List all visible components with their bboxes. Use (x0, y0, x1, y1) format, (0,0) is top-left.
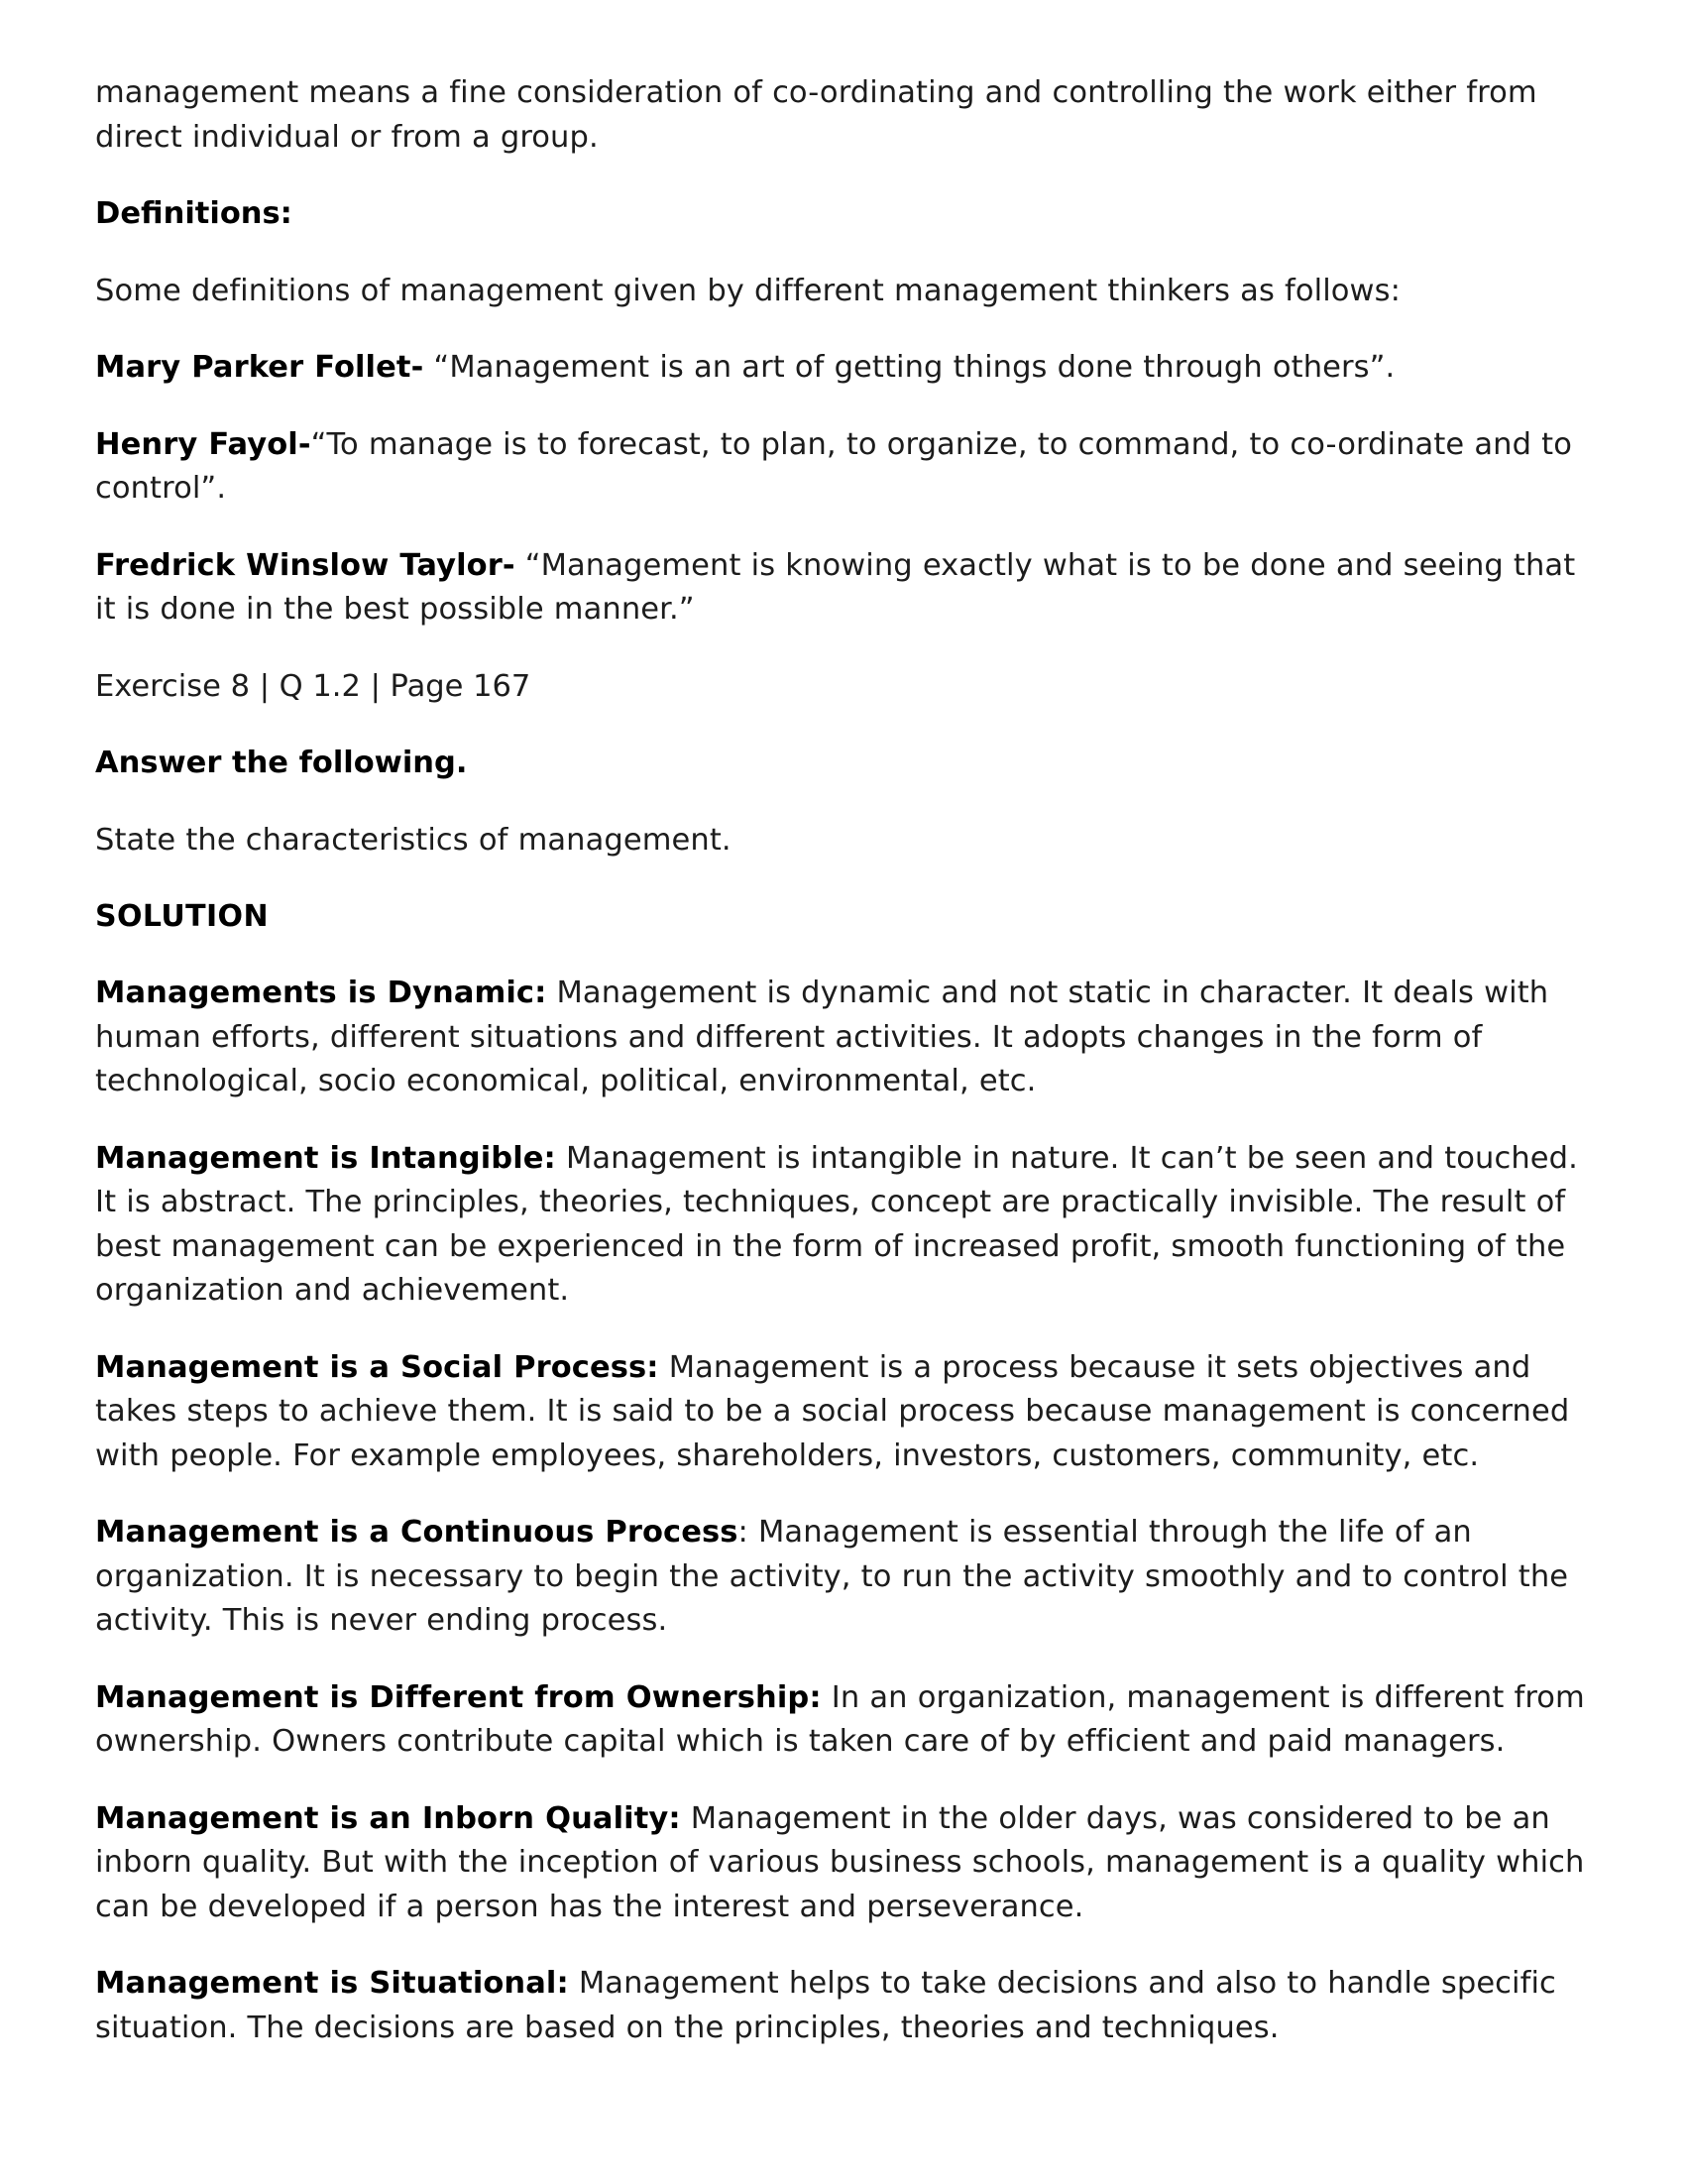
solution-point-body: Management is dynamic and not static in character. It deals with human efforts, different situations and different activities. It adopts changes in the form of technological, socio economical, political, environmental, etc. (95, 975, 1549, 1099)
document-content (95, 71, 1594, 2050)
solution-point-body: : Management is essential through the life of an organization. It is necessary to begin the activity, to run the activity smoothly and to control the activity. This is never ending process. (95, 1515, 1569, 1639)
definition-item (95, 423, 1594, 512)
definition-item (95, 346, 1594, 391)
definition-author: Henry Fayol- (95, 426, 311, 462)
solution-point-title: Management is Different from Ownership: (95, 1679, 822, 1715)
solution-point (95, 972, 1594, 1104)
definitions-heading: Definitions: (95, 196, 292, 232)
definition-quote: “Management is an art of getting things done through others”. (423, 350, 1396, 386)
definition-item (95, 544, 1594, 632)
definition-quote: “Management is knowing exactly what is to be done and seeing that it is done in the best possible manner.” (95, 547, 1576, 628)
question-text: State the characteristics of management. (95, 822, 731, 858)
definitions-intro: Some definitions of management given by different management thinkers as follows: (95, 273, 1401, 308)
definition-author: Fredrick Winslow Taylor- (95, 547, 515, 583)
solution-point (95, 1137, 1594, 1314)
solution-point-body: In an organization, management is different from ownership. Owners contribute capital which is taken care of by efficient and paid managers. (95, 1679, 1585, 1760)
solution-point-title: Management is Situational: (95, 1966, 569, 2002)
instruction-heading: Answer the following. (95, 746, 468, 781)
solution-point (95, 1511, 1594, 1644)
solution-point (95, 1346, 1594, 1479)
solution-point (95, 1676, 1594, 1765)
solution-point-title: Management is a Social Process: (95, 1349, 659, 1385)
solution-point-title: Management is an Inborn Quality: (95, 1800, 681, 1836)
definition-author: Mary Parker Follet- (95, 350, 424, 386)
solution-point (95, 1797, 1594, 1930)
solution-point (95, 1962, 1594, 2050)
intro-paragraph: management means a fine consideration of co-ordinating and controlling the work either from direct individual or from a group. (95, 75, 1537, 155)
solution-point-body: Management helps to take decisions and also to handle specific situation. The decisions are based on the principles, theories and techniques. (95, 1966, 1556, 2045)
solution-point-body: Management is intangible in nature. It can’t be seen and touched. It is abstract. The principles, theories, techniques, concept are practically invisible. The result of best management can be experienced in the form of increased profit, smooth functioning of the organization and achievement. (95, 1140, 1578, 1309)
solution-point-title: Managements is Dynamic: (95, 975, 547, 1010)
solution-point-title: Management is a Continuous Process (95, 1515, 738, 1551)
exercise-reference: Exercise 8 | Q 1.2 | Page 167 (95, 668, 531, 704)
solution-point-body: Management in the older days, was considered to be an inborn quality. But with the inception of various business schools, management is a quality which can be developed if a person has the interest and perseverance. (95, 1800, 1585, 1924)
solution-point-body: Management is a process because it sets objectives and takes steps to achieve them. It is said to be a social process because management is concerned with people. For example employees, shareholders, investors, customers, community, etc. (95, 1349, 1570, 1473)
solution-label: SOLUTION (95, 899, 269, 935)
solution-point-title: Management is Intangible: (95, 1140, 556, 1176)
definition-quote: “To manage is to forecast, to plan, to organize, to command, to co-ordinate and to control”. (95, 426, 1572, 507)
